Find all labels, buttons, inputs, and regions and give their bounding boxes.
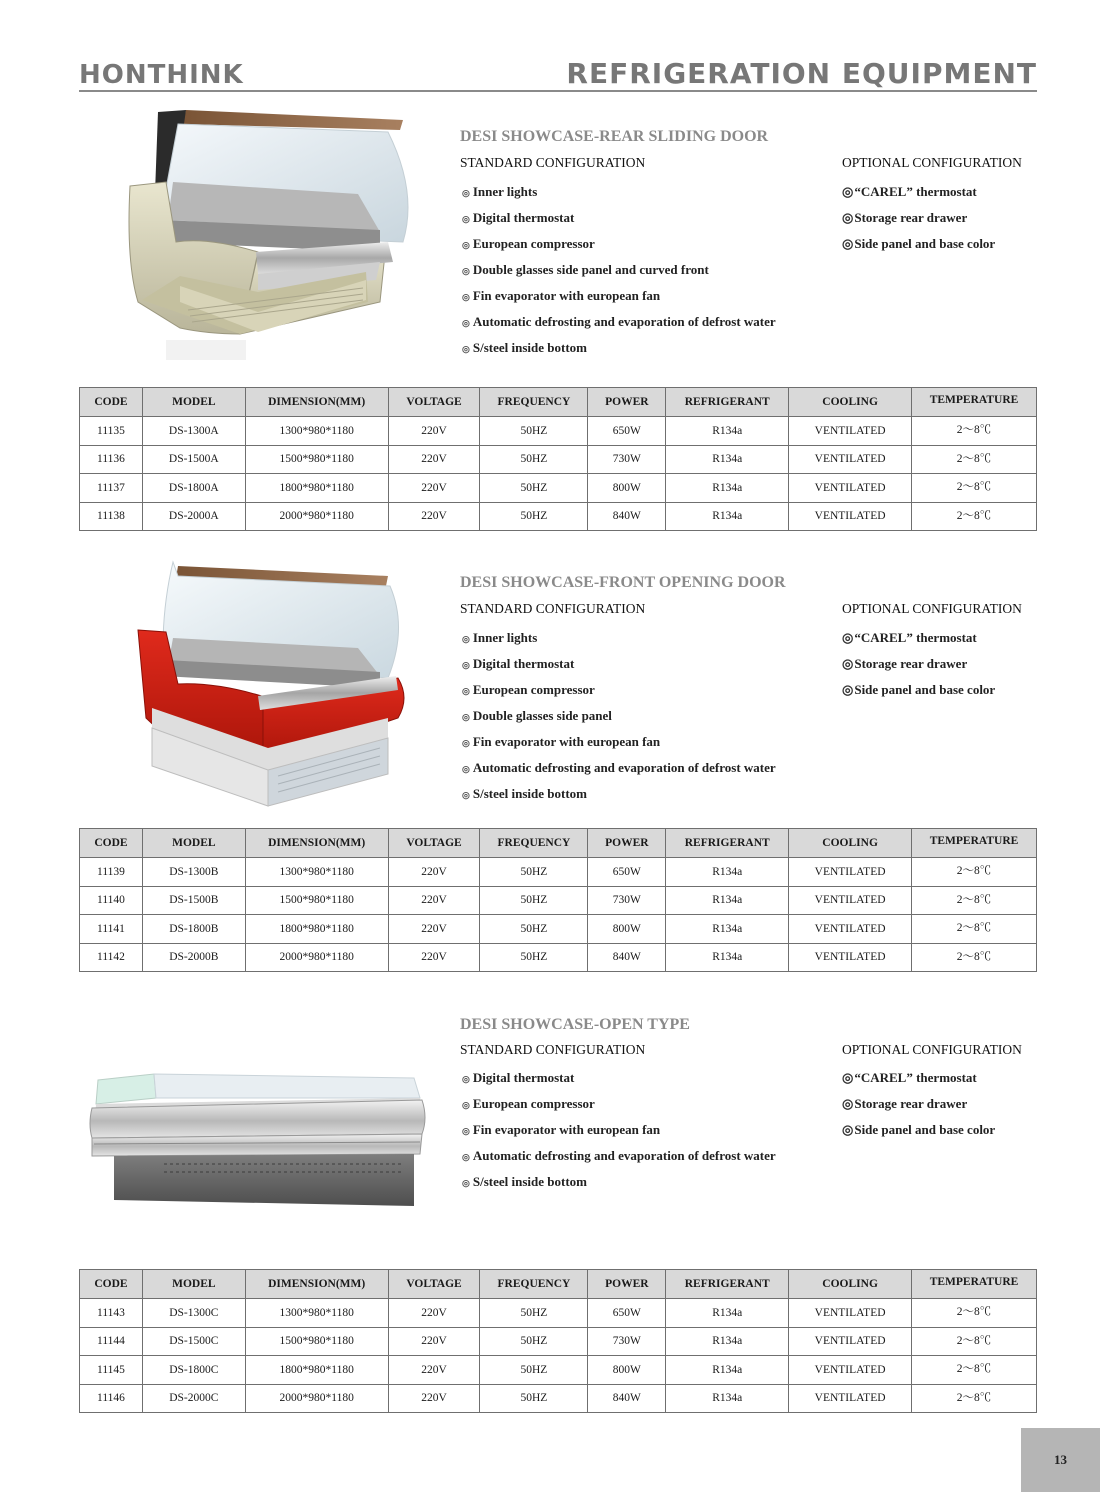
circle-bullet-icon: ◎	[842, 210, 854, 225]
standard-item-text: S/steel inside bottom	[472, 1174, 587, 1189]
standard-item-text: European compressor	[472, 236, 595, 251]
circle-bullet-icon: ◎	[462, 790, 470, 800]
list-item	[462, 208, 776, 234]
optional-item-text: “CAREL” thermostat	[854, 630, 977, 645]
table-row	[80, 858, 1037, 887]
frequency-cell: 50HZ	[480, 417, 588, 446]
voltage-cell: 220V	[388, 1356, 480, 1385]
list-item	[462, 1068, 776, 1094]
power-cell: 840W	[588, 943, 666, 972]
list-item	[842, 234, 995, 260]
column-header: TEMPERATURE	[912, 388, 1037, 417]
dimension-cell: 1500*980*1180	[245, 1327, 388, 1356]
power-cell: 730W	[588, 886, 666, 915]
table-row	[80, 1356, 1037, 1385]
optional-configuration-list	[842, 182, 995, 260]
refrigerant-cell: R134a	[666, 1299, 789, 1328]
table-header-row	[80, 1270, 1037, 1299]
refrigerant-cell: R134a	[666, 474, 789, 503]
frequency-cell: 50HZ	[480, 858, 588, 887]
page-header	[79, 56, 1037, 92]
column-header: POWER	[588, 388, 666, 417]
model-cell: DS-1800B	[142, 915, 245, 944]
refrigerant-cell: R134a	[666, 417, 789, 446]
column-header: MODEL	[142, 829, 245, 858]
refrigerant-cell: R134a	[666, 915, 789, 944]
frequency-cell: 50HZ	[480, 915, 588, 944]
circle-bullet-icon: ◎	[842, 236, 854, 251]
cooling-cell: VENTILATED	[789, 474, 912, 503]
power-cell: 650W	[588, 417, 666, 446]
list-item	[462, 286, 776, 312]
voltage-cell: 220V	[388, 886, 480, 915]
column-header: REFRIGERANT	[666, 1270, 789, 1299]
optional-item-text: “CAREL” thermostat	[854, 184, 977, 199]
column-header: MODEL	[142, 1270, 245, 1299]
power-cell: 840W	[588, 1384, 666, 1413]
circle-bullet-icon: ◎	[462, 1126, 470, 1136]
temperature-cell: 2～8℃	[912, 943, 1037, 972]
column-header: MODEL	[142, 388, 245, 417]
list-item	[842, 680, 995, 706]
power-cell: 840W	[588, 502, 666, 531]
code-cell: 11140	[80, 886, 143, 915]
optional-item-text: “CAREL” thermostat	[854, 1070, 977, 1085]
spec-table	[79, 828, 1037, 972]
dimension-cell: 1800*980*1180	[245, 474, 388, 503]
model-cell: DS-1500B	[142, 886, 245, 915]
list-item	[462, 1146, 776, 1172]
circle-bullet-icon: ◎	[462, 240, 470, 250]
table-header-row	[80, 829, 1037, 858]
column-header: DIMENSION(MM)	[245, 1270, 388, 1299]
column-header: FREQUENCY	[480, 829, 588, 858]
column-header: VOLTAGE	[388, 829, 480, 858]
spec-table	[79, 387, 1037, 531]
model-cell: DS-2000C	[142, 1384, 245, 1413]
temperature-cell: 2～8℃	[912, 445, 1037, 474]
list-item	[462, 680, 776, 706]
frequency-cell: 50HZ	[480, 886, 588, 915]
circle-bullet-icon: ◎	[462, 214, 470, 224]
optional-item-text: Storage rear drawer	[854, 210, 968, 225]
standard-item-text: Fin evaporator with european fan	[472, 1122, 661, 1137]
column-header: REFRIGERANT	[666, 829, 789, 858]
dimension-cell: 1800*980*1180	[245, 915, 388, 944]
frequency-cell: 50HZ	[480, 1356, 588, 1385]
refrigerant-cell: R134a	[666, 858, 789, 887]
circle-bullet-icon: ◎	[462, 634, 470, 644]
circle-bullet-icon: ◎	[462, 1074, 470, 1084]
dimension-cell: 1300*980*1180	[245, 1299, 388, 1328]
list-item	[842, 208, 995, 234]
list-item	[462, 758, 776, 784]
code-cell: 11145	[80, 1356, 143, 1385]
standard-item-text: European compressor	[472, 1096, 595, 1111]
refrigerant-cell: R134a	[666, 1356, 789, 1385]
column-header: CODE	[80, 829, 143, 858]
temperature-cell: 2～8℃	[912, 1299, 1037, 1328]
circle-bullet-icon: ◎	[462, 1152, 470, 1162]
standard-item-text: Digital thermostat	[472, 1070, 575, 1085]
voltage-cell: 220V	[388, 445, 480, 474]
standard-item-text: S/steel inside bottom	[472, 340, 587, 355]
code-cell: 11143	[80, 1299, 143, 1328]
section-title: DESI SHOWCASE-REAR SLIDING DOOR	[460, 128, 769, 145]
cooling-cell: VENTILATED	[789, 858, 912, 887]
optional-item-text: Side panel and base color	[854, 1122, 996, 1137]
model-cell: DS-1300C	[142, 1299, 245, 1328]
dimension-cell: 1300*980*1180	[245, 858, 388, 887]
frequency-cell: 50HZ	[480, 502, 588, 531]
column-header: COOLING	[789, 829, 912, 858]
standard-configuration-heading: STANDARD CONFIGURATION	[460, 601, 646, 616]
standard-item-text: Automatic defrosting and evaporation of defrost water	[472, 314, 776, 329]
voltage-cell: 220V	[388, 1327, 480, 1356]
code-cell: 11136	[80, 445, 143, 474]
voltage-cell: 220V	[388, 1384, 480, 1413]
spec-table	[79, 1269, 1037, 1413]
table-row	[80, 1299, 1037, 1328]
refrigerant-cell: R134a	[666, 886, 789, 915]
brand-name: HONTHINK	[79, 60, 244, 90]
refrigerant-cell: R134a	[666, 445, 789, 474]
list-item	[842, 1120, 995, 1146]
circle-bullet-icon: ◎	[462, 344, 470, 354]
code-cell: 11141	[80, 915, 143, 944]
cooling-cell: VENTILATED	[789, 417, 912, 446]
cooling-cell: VENTILATED	[789, 915, 912, 944]
power-cell: 800W	[588, 915, 666, 944]
list-item	[462, 1172, 776, 1198]
dimension-cell: 1500*980*1180	[245, 886, 388, 915]
circle-bullet-icon: ◎	[462, 1100, 470, 1110]
optional-item-text: Storage rear drawer	[854, 1096, 968, 1111]
frequency-cell: 50HZ	[480, 445, 588, 474]
list-item	[462, 260, 776, 286]
column-header: CODE	[80, 388, 143, 417]
section-title: DESI SHOWCASE-OPEN TYPE	[460, 1016, 690, 1033]
optional-configuration-heading: OPTIONAL CONFIGURATION	[842, 1042, 1022, 1057]
section-title: DESI SHOWCASE-FRONT OPENING DOOR	[460, 574, 786, 591]
standard-item-text: Double glasses side panel and curved front	[472, 262, 709, 277]
list-item	[462, 234, 776, 260]
power-cell: 730W	[588, 1327, 666, 1356]
voltage-cell: 220V	[388, 1299, 480, 1328]
voltage-cell: 220V	[388, 915, 480, 944]
cooling-cell: VENTILATED	[789, 886, 912, 915]
standard-configuration-list	[462, 182, 776, 364]
power-cell: 800W	[588, 474, 666, 503]
circle-bullet-icon: ◎	[842, 1070, 854, 1085]
standard-configuration-list	[462, 1068, 776, 1198]
column-header: TEMPERATURE	[912, 829, 1037, 858]
circle-bullet-icon: ◎	[842, 682, 854, 697]
model-cell: DS-2000B	[142, 943, 245, 972]
model-cell: DS-2000A	[142, 502, 245, 531]
table-row	[80, 1384, 1037, 1413]
frequency-cell: 50HZ	[480, 943, 588, 972]
column-header: VOLTAGE	[388, 1270, 480, 1299]
circle-bullet-icon: ◎	[842, 1096, 854, 1111]
cooling-cell: VENTILATED	[789, 1327, 912, 1356]
temperature-cell: 2～8℃	[912, 858, 1037, 887]
showcase-rear-sliding-door-image	[118, 102, 418, 364]
power-cell: 650W	[588, 1299, 666, 1328]
standard-item-text: Double glasses side panel	[472, 708, 612, 723]
dimension-cell: 2000*980*1180	[245, 943, 388, 972]
cooling-cell: VENTILATED	[789, 445, 912, 474]
list-item	[462, 1094, 776, 1120]
code-cell: 11137	[80, 474, 143, 503]
voltage-cell: 220V	[388, 417, 480, 446]
column-header: DIMENSION(MM)	[245, 829, 388, 858]
column-header: POWER	[588, 829, 666, 858]
model-cell: DS-1800C	[142, 1356, 245, 1385]
standard-item-text: Automatic defrosting and evaporation of defrost water	[472, 760, 776, 775]
optional-configuration-heading: OPTIONAL CONFIGURATION	[842, 155, 1022, 170]
temperature-cell: 2～8℃	[912, 502, 1037, 531]
table-header-row	[80, 388, 1037, 417]
circle-bullet-icon: ◎	[462, 318, 470, 328]
refrigerant-cell: R134a	[666, 1327, 789, 1356]
circle-bullet-icon: ◎	[462, 660, 470, 670]
list-item	[462, 1120, 776, 1146]
column-header: REFRIGERANT	[666, 388, 789, 417]
showcase-open-type-image	[84, 1064, 434, 1214]
circle-bullet-icon: ◎	[462, 188, 470, 198]
frequency-cell: 50HZ	[480, 1299, 588, 1328]
model-cell: DS-1800A	[142, 474, 245, 503]
model-cell: DS-1500C	[142, 1327, 245, 1356]
circle-bullet-icon: ◎	[462, 738, 470, 748]
cooling-cell: VENTILATED	[789, 1384, 912, 1413]
standard-configuration-heading: STANDARD CONFIGURATION	[460, 155, 646, 170]
cooling-cell: VENTILATED	[789, 502, 912, 531]
showcase-front-opening-door-image	[118, 548, 418, 813]
dimension-cell: 2000*980*1180	[245, 502, 388, 531]
table-row	[80, 445, 1037, 474]
circle-bullet-icon: ◎	[462, 1178, 470, 1188]
optional-item-text: Storage rear drawer	[854, 656, 968, 671]
standard-item-text: Digital thermostat	[472, 656, 575, 671]
power-cell: 730W	[588, 445, 666, 474]
circle-bullet-icon: ◎	[462, 292, 470, 302]
circle-bullet-icon: ◎	[462, 764, 470, 774]
dimension-cell: 1800*980*1180	[245, 1356, 388, 1385]
dimension-cell: 2000*980*1180	[245, 1384, 388, 1413]
power-cell: 650W	[588, 858, 666, 887]
cooling-cell: VENTILATED	[789, 1356, 912, 1385]
list-item	[462, 312, 776, 338]
column-header: VOLTAGE	[388, 388, 480, 417]
standard-item-text: European compressor	[472, 682, 595, 697]
temperature-cell: 2～8℃	[912, 1384, 1037, 1413]
standard-item-text: S/steel inside bottom	[472, 786, 587, 801]
dimension-cell: 1300*980*1180	[245, 417, 388, 446]
temperature-cell: 2～8℃	[912, 915, 1037, 944]
list-item	[842, 654, 995, 680]
standard-item-text: Fin evaporator with european fan	[472, 288, 661, 303]
circle-bullet-icon: ◎	[462, 686, 470, 696]
table-row	[80, 474, 1037, 503]
refrigerant-cell: R134a	[666, 943, 789, 972]
code-cell: 11146	[80, 1384, 143, 1413]
column-header: TEMPERATURE	[912, 1270, 1037, 1299]
model-cell: DS-1300A	[142, 417, 245, 446]
table-row	[80, 943, 1037, 972]
optional-configuration-heading: OPTIONAL CONFIGURATION	[842, 601, 1022, 616]
standard-item-text: Automatic defrosting and evaporation of defrost water	[472, 1148, 776, 1163]
list-item	[842, 628, 995, 654]
list-item	[462, 182, 776, 208]
optional-configuration-list	[842, 628, 995, 706]
circle-bullet-icon: ◎	[462, 712, 470, 722]
code-cell: 11144	[80, 1327, 143, 1356]
model-cell: DS-1500A	[142, 445, 245, 474]
frequency-cell: 50HZ	[480, 1384, 588, 1413]
table-row	[80, 502, 1037, 531]
optional-configuration-list	[842, 1068, 995, 1146]
column-header: POWER	[588, 1270, 666, 1299]
circle-bullet-icon: ◎	[842, 630, 854, 645]
circle-bullet-icon: ◎	[842, 1122, 854, 1137]
standard-item-text: Digital thermostat	[472, 210, 575, 225]
power-cell: 800W	[588, 1356, 666, 1385]
column-header: FREQUENCY	[480, 388, 588, 417]
table-row	[80, 417, 1037, 446]
voltage-cell: 220V	[388, 474, 480, 503]
frequency-cell: 50HZ	[480, 474, 588, 503]
list-item	[462, 784, 776, 810]
standard-item-text: Fin evaporator with european fan	[472, 734, 661, 749]
circle-bullet-icon: ◎	[842, 184, 854, 199]
list-item	[842, 1068, 995, 1094]
optional-item-text: Side panel and base color	[854, 682, 996, 697]
column-header: DIMENSION(MM)	[245, 388, 388, 417]
table-row	[80, 1327, 1037, 1356]
catalog-title: REFRIGERATION EQUIPMENT	[566, 57, 1037, 90]
standard-item-text: Inner lights	[472, 630, 538, 645]
list-item	[462, 732, 776, 758]
list-item	[842, 1094, 995, 1120]
code-cell: 11139	[80, 858, 143, 887]
refrigerant-cell: R134a	[666, 502, 789, 531]
voltage-cell: 220V	[388, 502, 480, 531]
page-number-box	[1021, 1428, 1100, 1492]
list-item	[462, 706, 776, 732]
temperature-cell: 2～8℃	[912, 1327, 1037, 1356]
frequency-cell: 50HZ	[480, 1327, 588, 1356]
cooling-cell: VENTILATED	[789, 1299, 912, 1328]
circle-bullet-icon: ◎	[462, 266, 470, 276]
code-cell: 11135	[80, 417, 143, 446]
voltage-cell: 220V	[388, 943, 480, 972]
optional-item-text: Side panel and base color	[854, 236, 996, 251]
dimension-cell: 1500*980*1180	[245, 445, 388, 474]
code-cell: 11142	[80, 943, 143, 972]
list-item	[842, 182, 995, 208]
list-item	[462, 654, 776, 680]
temperature-cell: 2～8℃	[912, 474, 1037, 503]
table-row	[80, 915, 1037, 944]
model-cell: DS-1300B	[142, 858, 245, 887]
standard-configuration-list	[462, 628, 776, 810]
page-number: 13	[1054, 1452, 1067, 1467]
table-row	[80, 886, 1037, 915]
column-header: COOLING	[789, 388, 912, 417]
standard-item-text: Inner lights	[472, 184, 538, 199]
list-item	[462, 338, 776, 364]
column-header: FREQUENCY	[480, 1270, 588, 1299]
voltage-cell: 220V	[388, 858, 480, 887]
column-header: COOLING	[789, 1270, 912, 1299]
standard-configuration-heading: STANDARD CONFIGURATION	[460, 1042, 646, 1057]
temperature-cell: 2～8℃	[912, 417, 1037, 446]
cooling-cell: VENTILATED	[789, 943, 912, 972]
circle-bullet-icon: ◎	[842, 656, 854, 671]
temperature-cell: 2～8℃	[912, 1356, 1037, 1385]
temperature-cell: 2～8℃	[912, 886, 1037, 915]
code-cell: 11138	[80, 502, 143, 531]
column-header: CODE	[80, 1270, 143, 1299]
list-item	[462, 628, 776, 654]
refrigerant-cell: R134a	[666, 1384, 789, 1413]
